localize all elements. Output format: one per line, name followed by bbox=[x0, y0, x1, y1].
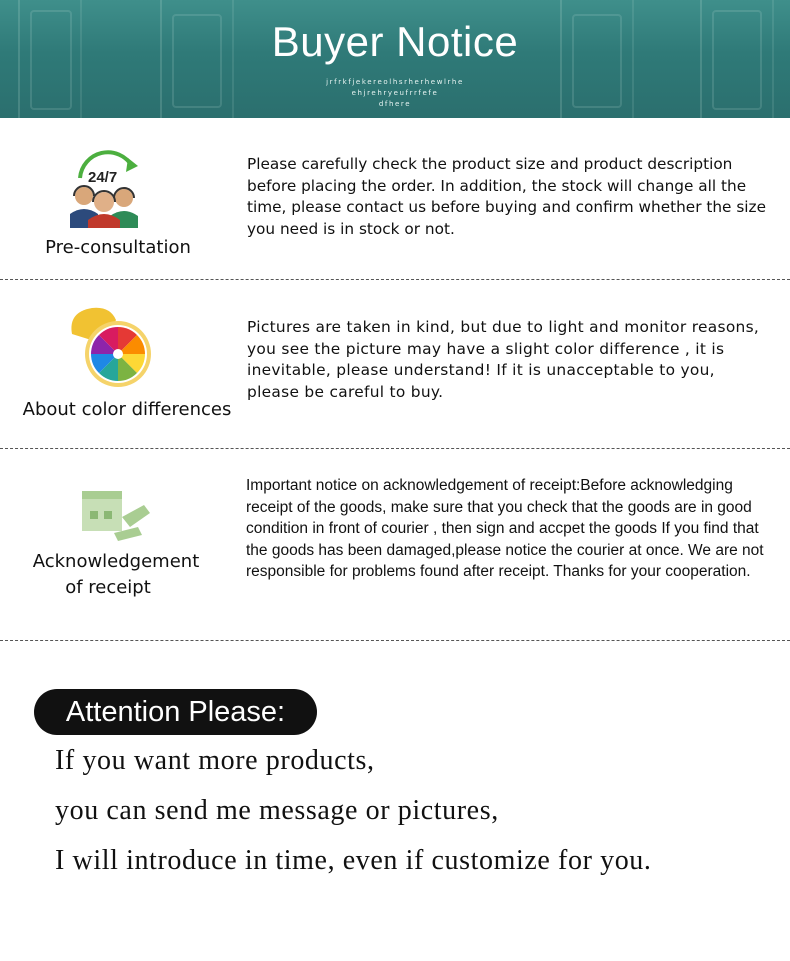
section-label: of receipt bbox=[65, 577, 151, 598]
banner-subtitle: dfhere bbox=[378, 100, 412, 108]
package-delivery-icon bbox=[78, 487, 154, 543]
svg-text:24/7: 24/7 bbox=[88, 169, 118, 186]
page-title: Buyer Notice bbox=[271, 18, 519, 65]
section-acknowledgement bbox=[0, 449, 790, 639]
section-pre-consultation bbox=[0, 118, 790, 278]
section-description: Please carefully check the product size and product description before placing the order. In addition, the stock will change all the time, please contact us before buying and confirm whether the size you need is in stock or not. bbox=[247, 155, 766, 238]
section-label: Pre-consultation bbox=[45, 237, 191, 258]
header-banner bbox=[0, 0, 790, 118]
section-label: Acknowledgement bbox=[32, 551, 200, 572]
attention-line: you can send me message or pictures, bbox=[55, 795, 499, 826]
color-wheel-icon bbox=[64, 304, 160, 390]
attention-heading: Attention Please: bbox=[34, 689, 317, 735]
banner-subtitle: jrfrkfjekereolhsrherhewlrhe bbox=[326, 78, 464, 86]
customer-service-24-7-icon bbox=[66, 144, 150, 228]
section-color-differences bbox=[0, 280, 790, 448]
section-description: Pictures are taken in kind, but due to light and monitor reasons, you see the picture may have a slight color difference , it is inevitable, please understand! If it is unacceptable to you, please be careful to buy. bbox=[247, 318, 760, 401]
attention-line: I will introduce in time, even if customize for you. bbox=[55, 845, 652, 876]
section-description: Important notice on acknowledgement of receipt:Before acknowledging receipt of the goods, make sure that you check that the goods are in good condition in front of courier , then sign and accpet the goods If you find that the goods has been damaged,please notice the courier at once. We are not responsible for problems found after receipt. Thanks for your cooperation. bbox=[246, 477, 764, 581]
section-label: About color differences bbox=[22, 399, 232, 420]
banner-subtitle: ehjrehryeufrrfefe bbox=[351, 89, 439, 97]
attention-line: If you want more products, bbox=[55, 745, 375, 776]
divider bbox=[0, 640, 790, 641]
